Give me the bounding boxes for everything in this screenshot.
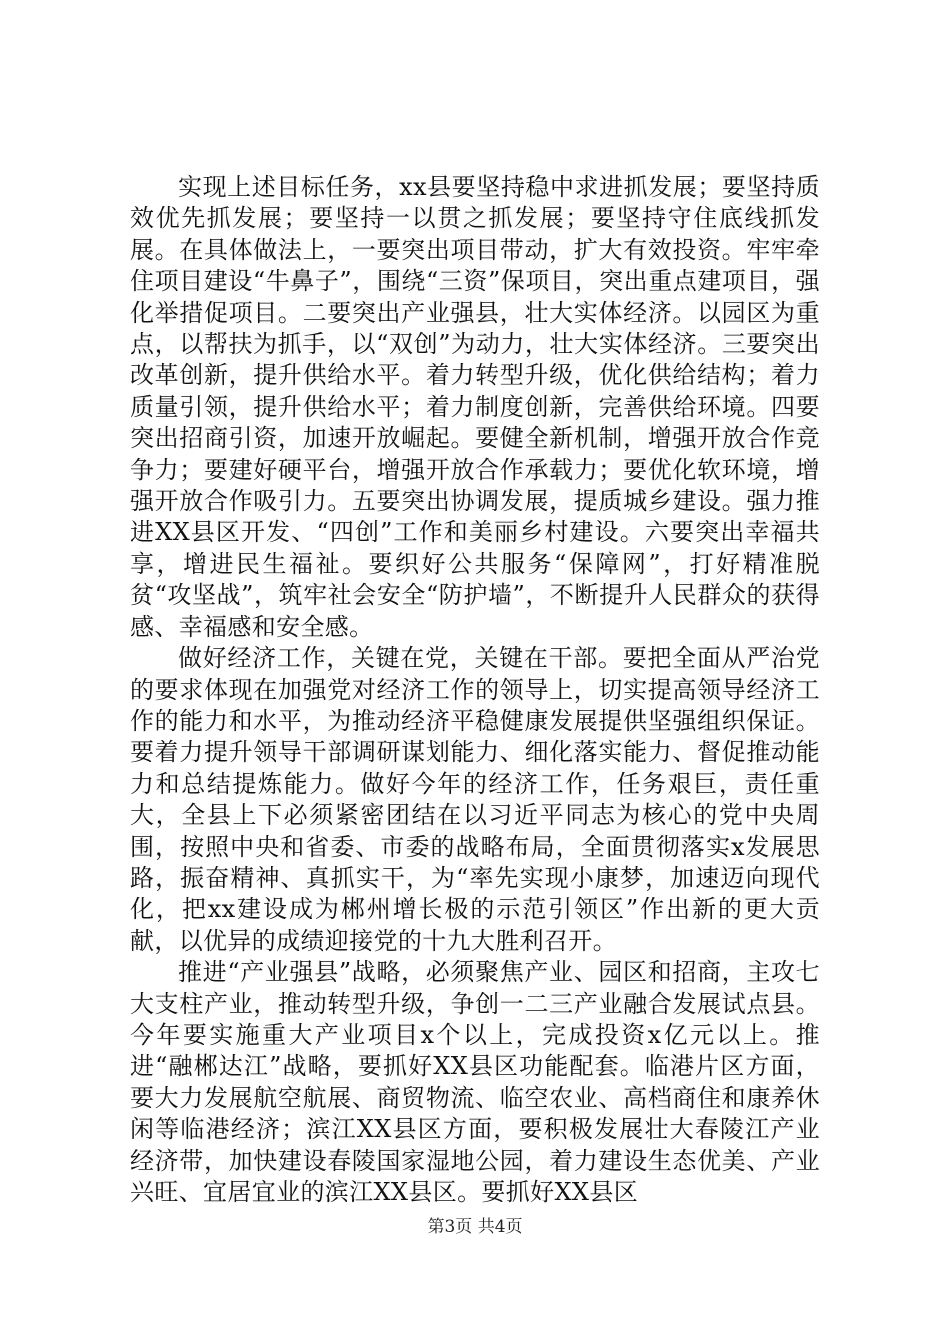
- paragraph-2: 做好经济工作，关键在党，关键在干部。要把全面从严治党的要求体现在加强党对经济工作的领导上，切实提高领导经济工作的能力和水平，为推动经济平稳健康发展提供坚强组织保证。要着力提升领导干部调研谋划能力、细化落实能力、督促推动能力和总结提炼能力。做好今年的经济工作，任务艰巨，责任重大，全县上下必须紧密团结在以习近平同志为核心的党中央周围，按照中央和省委、市委的战略布局，全面贯彻落实x发展思路，振奋精神、真抓实干，为“率先实现小康梦，加速迈向现代化，把xx建设成为郴州增长极的示范引领区”作出新的更大贡献，以优异的成绩迎接党的十九大胜利召开。: [130, 644, 820, 955]
- paragraph-1: 实现上述目标任务，xx县要坚持稳中求进抓发展；要坚持质效优先抓发展；要坚持一以贯之抓发展；要坚持守住底线抓发展。在具体做法上，一要突出项目带动，扩大有效投资。牢牢牵住项目建设“牛鼻子”，围绕“三资”保项目，突出重点建项目，强化举措促项目。二要突出产业强县，壮大实体经济。以园区为重点，以帮扶为抓手，以“双创”为动力，壮大实体经济。三要突出改革创新，提升供给水平。着力转型升级，优化供给结构；着力质量引领，提升供给水平；着力制度创新，完善供给环境。四要突出招商引资，加速开放崛起。要健全新机制，增强开放合作竞争力；要建好硬平台，增强开放合作承载力；要优化软环境，增强开放合作吸引力。五要突出协调发展，提质城乡建设。强力推进XX县区开发、“四创”工作和美丽乡村建设。六要突出幸福共享，增进民生福祉。要织好公共服务“保障网”，打好精准脱贫“攻坚战”，筑牢社会安全“防护墙”，不断提升人民群众的获得感、幸福感和安全感。: [130, 173, 820, 641]
- page-footer: [0, 1216, 950, 1238]
- paragraph-3: 推进“产业强县”战略，必须聚焦产业、园区和招商，主攻七大支柱产业，推动转型升级，争创一二三产业融合发展试点县。今年要实施重大产业项目x个以上，完成投资x亿元以上。推进“融郴达江”战略，要抓好XX县区功能配套。临港片区方面，要大力发展航空航展、商贸物流、临空农业、高档商住和康养休闲等临港经济；滨江XX县区方面，要积极发展壮大春陵江产业经济带，加快建设春陵国家湿地公园，着力建设生态优美、产业兴旺、宜居宜业的滨江XX县区。要抓好XX县区: [130, 958, 820, 1206]
- document-body: [130, 172, 820, 1208]
- page-number-label: 第3页 共4页: [427, 1217, 523, 1237]
